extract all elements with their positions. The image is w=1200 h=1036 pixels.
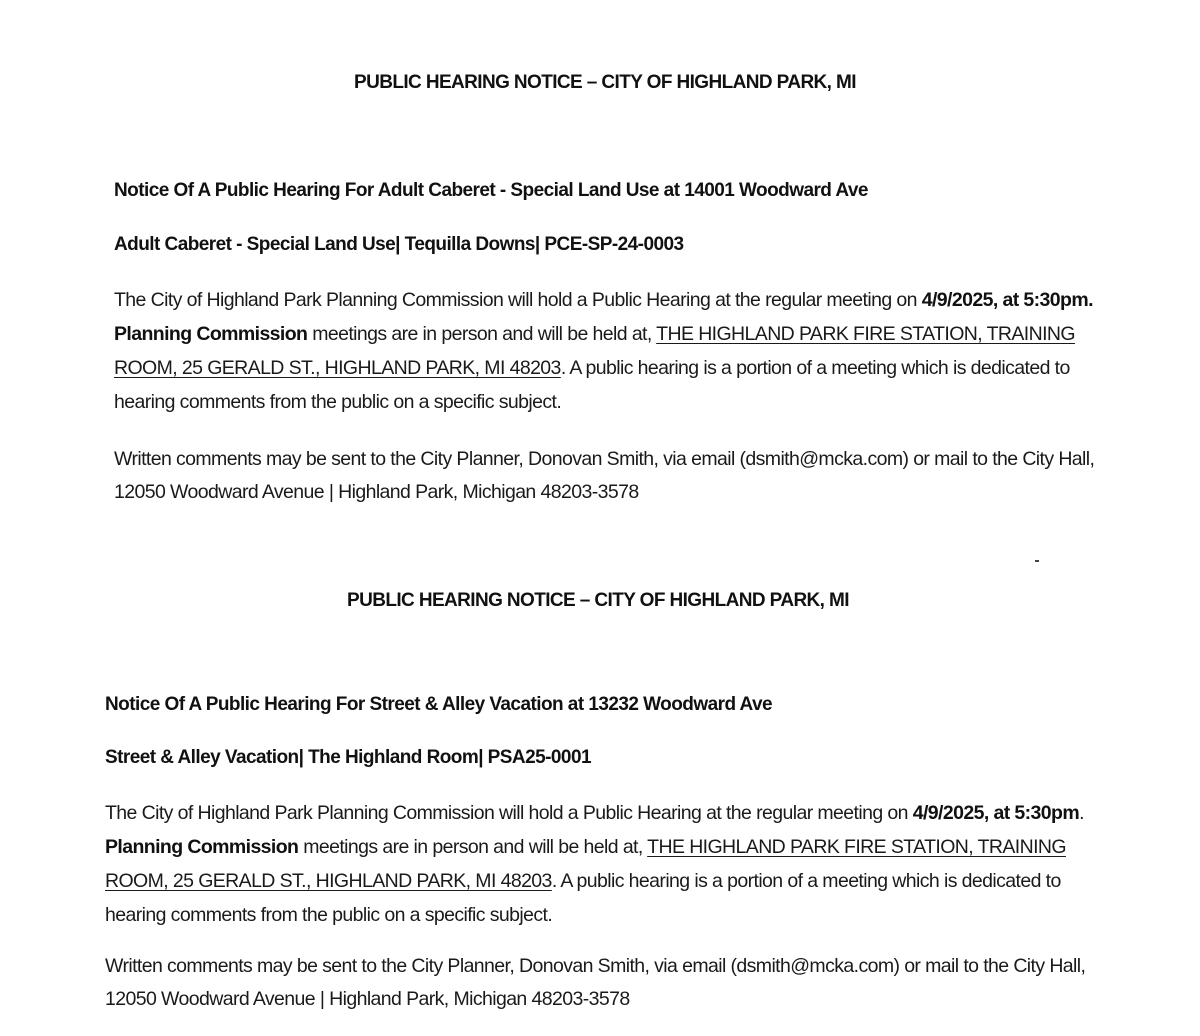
- hearing-details-paragraph: [105, 796, 1090, 932]
- ending-text: . A public hearing is a portion of a meeting which is dedicated to hearing comments from the public on a specific subject.: [105, 870, 1061, 926]
- middle-text: meetings are in person and will be held at,: [307, 323, 657, 345]
- case-line: Adult Caberet - Special Land Use| Tequilla Downs| PCE-SP-24-0003: [114, 234, 684, 255]
- meeting-date-time: 4/9/2025, at 5:30pm.: [921, 289, 1093, 311]
- notice-subject: Notice Of A Public Hearing For Street & Alley Vacation at 13232 Woodward Ave: [105, 694, 773, 715]
- planning-commission-label: Planning Commission: [114, 323, 308, 345]
- meeting-date-time: 4/9/2025, at 5:30pm: [912, 802, 1080, 824]
- meeting-location: THE HIGHLAND PARK FIRE STATION, TRAINING ROOM, 25 GERALD ST., HIGHLAND PARK, MI 48203: [114, 323, 1075, 379]
- notice-title: PUBLIC HEARING NOTICE – CITY OF HIGHLAND PARK, MI: [347, 590, 849, 611]
- intro-text: The City of Highland Park Planning Commission will hold a Public Hearing at the regular meeting on: [105, 802, 913, 824]
- intro-text: The City of Highland Park Planning Commission will hold a Public Hearing at the regular meeting on: [114, 289, 922, 311]
- meeting-location: THE HIGHLAND PARK FIRE STATION, TRAINING ROOM, 25 GERALD ST., HIGHLAND PARK, MI 48203: [105, 836, 1066, 892]
- date-suffix: .: [1079, 802, 1084, 824]
- written-comments-paragraph: Written comments may be sent to the City Planner, Donovan Smith, via email (dsmith@mcka.com) or mail to the City Hall, 12050 Woodward Avenue | Highland Park, Michigan 48203-3578: [114, 448, 1095, 503]
- planning-commission-label: Planning Commission: [105, 836, 299, 858]
- stray-mark: [1035, 560, 1039, 562]
- case-line: Street & Alley Vacation| The Highland Room| PSA25-0001: [105, 747, 591, 768]
- middle-text: meetings are in person and will be held at,: [298, 836, 648, 858]
- hearing-details-paragraph: [114, 283, 1099, 419]
- ending-text: . A public hearing is a portion of a meeting which is dedicated to hearing comments from the public on a specific subject.: [114, 357, 1070, 413]
- written-comments-paragraph: Written comments may be sent to the City Planner, Donovan Smith, via email (dsmith@mcka.com) or mail to the City Hall, 12050 Woodward Avenue | Highland Park, Michigan 48203-3578: [105, 955, 1086, 1010]
- notice-title: PUBLIC HEARING NOTICE – CITY OF HIGHLAND PARK, MI: [354, 72, 856, 93]
- notice-subject: Notice Of A Public Hearing For Adult Caberet - Special Land Use at 14001 Woodward Ave: [114, 180, 868, 201]
